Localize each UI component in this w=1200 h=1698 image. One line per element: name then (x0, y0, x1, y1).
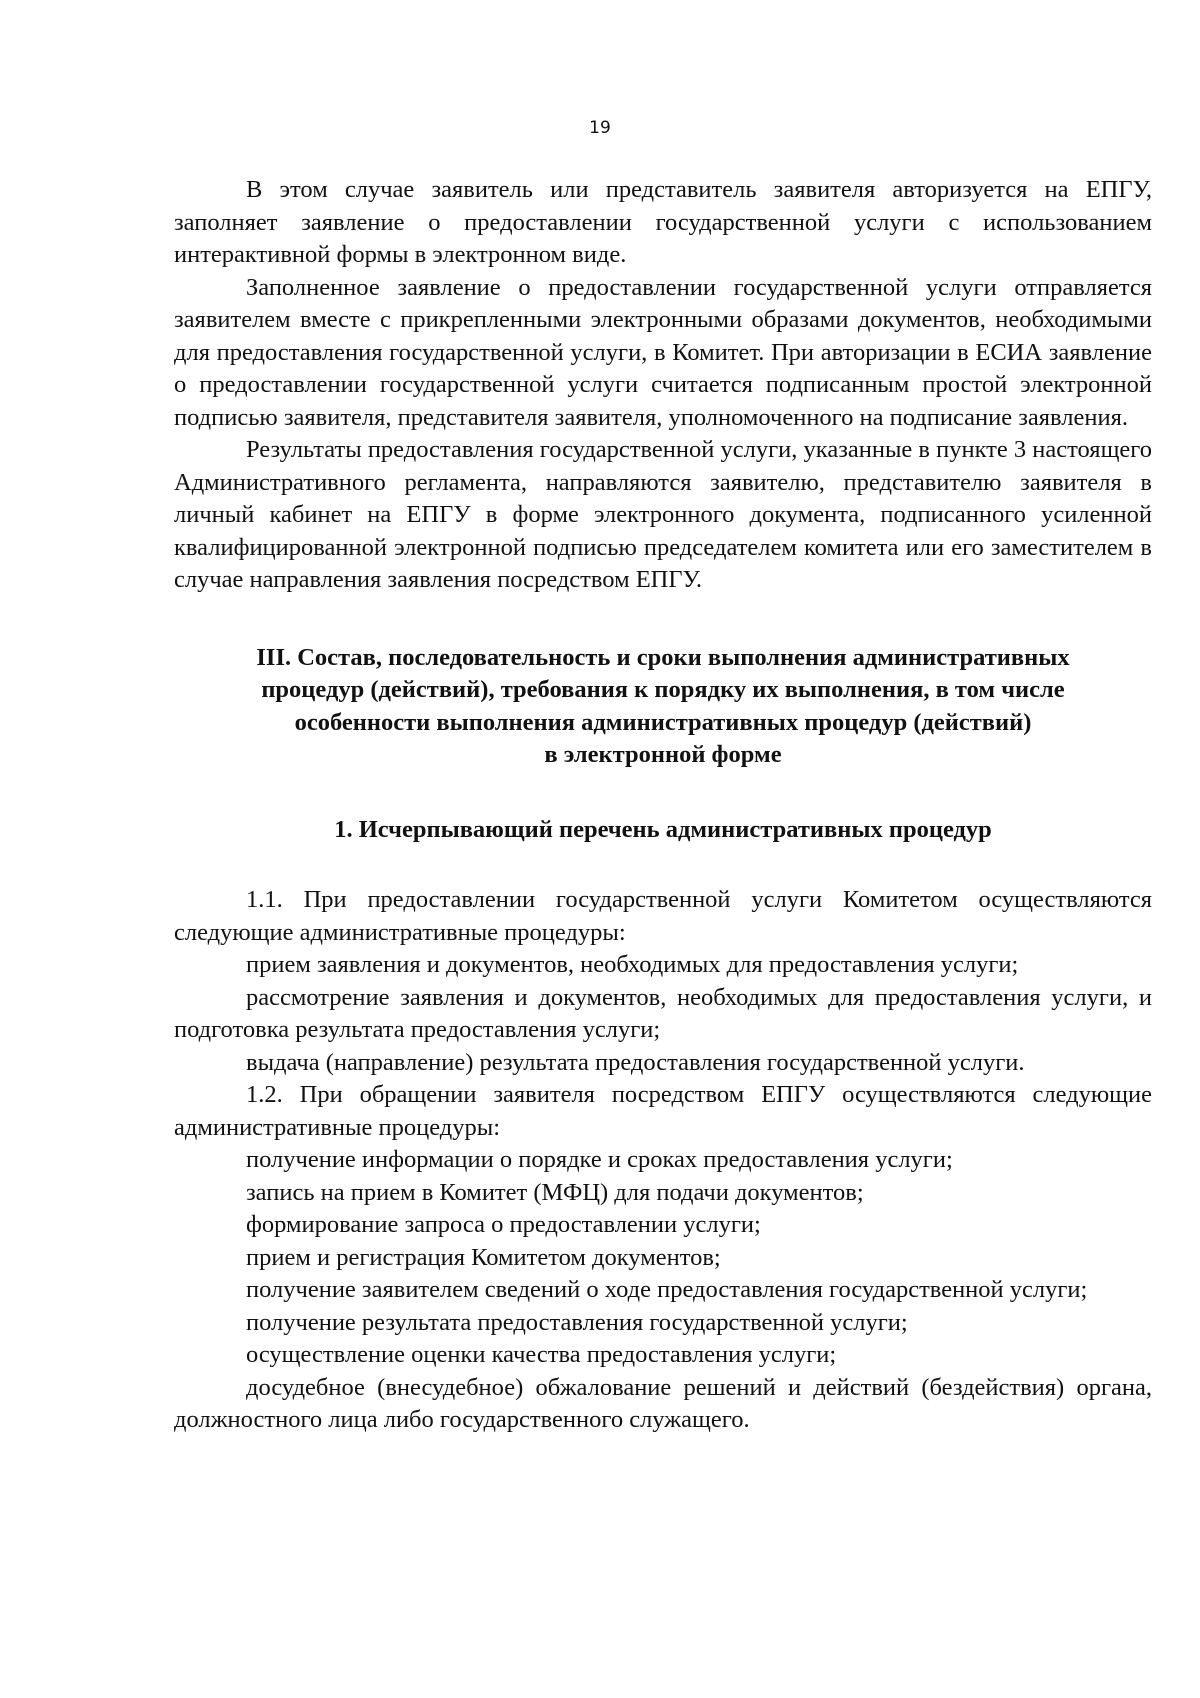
list-item-procedure: формирование запроса о предоставлении услуги; (246, 1211, 761, 1238)
document-body (174, 174, 1152, 1437)
list-item-procedure: прием и регистрация Комитетом документов; (246, 1243, 721, 1271)
page-number: 19 (589, 118, 611, 138)
list-item-procedure: досудебное (внесудебное) обжалование решений и действий (бездействия) органа, должностного лица либо государственного служащего. (174, 1373, 1152, 1433)
section-heading-line: особенности выполнения административных процедур (действий) (294, 708, 1032, 736)
paragraph-application-sending: Заполненное заявление о предоставлении государственной услуги отправляется заявителем вместе с прикрепленными электронными образами документов, необходимыми для предоставления государственной услуги, в Комитет. При авторизации в ЕСИА заявление о предоставлении государственной услуги считается подписанным простой электронной подписью заявителя, представителя заявителя, уполномоченного на подписание заявления. (174, 273, 1152, 431)
list-item-procedure: получение информации о порядке и сроках предоставления услуги; (246, 1146, 953, 1173)
section-heading (174, 642, 1152, 772)
section-heading-line: в электронной форме (544, 741, 782, 768)
paragraph-1-2: 1.2. При обращении заявителя посредством ЕПГУ осуществляются следующие административные процедуры: (174, 1081, 1152, 1141)
list-item-procedure: получение заявителем сведений о ходе предоставления государственной услуги; (246, 1276, 1088, 1303)
list-item-procedure: получение результата предоставления государственной услуги; (246, 1308, 908, 1336)
paragraph-service-results: Результаты предоставления государственной услуги, указанные в пункте 3 настоящего Административного регламента, направляются заявителю, представителю заявителя в личный кабинет на ЕПГУ в форме электронного документа, подписанного усиленной квалифицированной электронной подписью председателем комитета или его заместителем в случае направления заявления посредством ЕПГУ. (174, 436, 1152, 593)
section-heading-line: процедур (действий), требования к порядку их выполнения, в том числе (261, 676, 1065, 703)
paragraph-epgu-authorization: В этом случае заявитель или представитель заявителя авторизуется на ЕПГУ, заполняет заявление о предоставлении государственной услуги с использованием интерактивной формы в электронном виде. (174, 176, 1152, 268)
list-item-procedure: выдача (направление) результата предоставления государственной услуги. (246, 1048, 1025, 1076)
list-item-procedure: рассмотрение заявления и документов, необходимых для предоставления услуги, и подготовка результата предоставления услуги; (174, 983, 1152, 1043)
list-item-procedure: прием заявления и документов, необходимых для предоставления услуги; (246, 951, 1019, 978)
list-item-procedure: запись на прием в Комитет (МФЦ) для подачи документов; (246, 1178, 864, 1206)
subsection-heading: 1. Исчерпывающий перечень административных процедур (334, 815, 992, 843)
list-item-procedure: осуществление оценки качества предоставления услуги; (246, 1341, 837, 1368)
section-heading-line: III. Состав, последовательность и сроки выполнения административных (256, 643, 1070, 671)
paragraph-1-1: 1.1. При предоставлении государственной услуги Комитетом осуществляются следующие административные процедуры: (174, 886, 1152, 946)
